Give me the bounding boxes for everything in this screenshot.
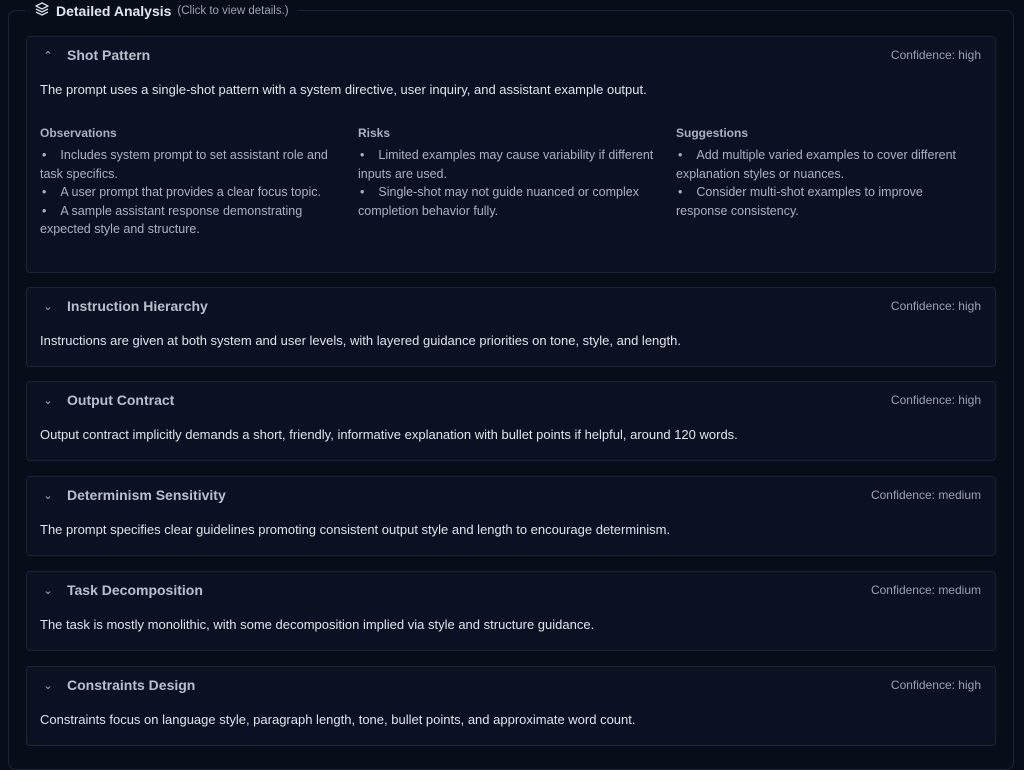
card-header[interactable]	[41, 46, 981, 64]
card-description: The task is mostly monolithic, with some decomposition implied via style and structure guidance.	[40, 617, 595, 632]
card-title: Instruction Hierarchy	[67, 298, 208, 314]
chevron-down-icon: ⌄	[43, 394, 53, 407]
card-description: The prompt uses a single-shot pattern with a system directive, user inquiry, and assistant example output.	[40, 82, 647, 97]
card-header[interactable]	[41, 581, 981, 599]
card-description: The prompt specifies clear guidelines promoting consistent output style and length to encourage determinism.	[40, 522, 671, 537]
section-hint: (Click to view details.)	[177, 5, 289, 17]
observations-column	[40, 126, 358, 239]
confidence-label: Confidence: high	[890, 678, 981, 692]
card-constraints-design	[26, 666, 996, 746]
card-header[interactable]	[41, 391, 981, 409]
chevron-down-icon: ⌄	[43, 679, 53, 692]
card-title: Output Contract	[67, 392, 175, 408]
chevron-down-icon: ⌄	[43, 489, 53, 502]
chevron-down-icon: ⌄	[43, 300, 53, 313]
list-item: • Single-shot may not guide nuanced or complex completion behavior fully.	[358, 183, 654, 220]
card-description: Instructions are given at both system and user levels, with layered guidance priorities on tone, style, and length.	[40, 333, 681, 348]
column-heading: Risks	[358, 126, 391, 140]
card-header[interactable]	[41, 676, 981, 694]
column-heading: Suggestions	[676, 126, 749, 140]
card-title: Task Decomposition	[67, 582, 203, 598]
confidence-label: Confidence: high	[890, 48, 981, 62]
confidence-label: Confidence: high	[890, 393, 981, 407]
layers-icon	[34, 1, 50, 22]
card-shot-pattern	[26, 36, 996, 273]
card-header[interactable]	[41, 486, 981, 504]
list-item: • Add multiple varied examples to cover different explanation styles or nuances.	[676, 146, 972, 183]
suggestions-column	[676, 126, 994, 239]
card-title: Determinism Sensitivity	[67, 487, 226, 503]
risks-column	[358, 126, 676, 239]
card-header[interactable]	[41, 297, 981, 315]
card-instruction-hierarchy	[26, 287, 996, 367]
card-task-decomposition	[26, 571, 996, 651]
card-description: Constraints focus on language style, paragraph length, tone, bullet points, and approximate word count.	[40, 712, 636, 727]
card-output-contract	[26, 381, 996, 461]
confidence-label: Confidence: medium	[870, 488, 981, 502]
list-item: • Includes system prompt to set assistant role and task specifics.	[40, 146, 336, 183]
chevron-up-icon: ⌃	[43, 49, 53, 62]
card-description: Output contract implicitly demands a short, friendly, informative explanation with bullet points if helpful, around 120 words.	[40, 427, 738, 442]
confidence-label: Confidence: medium	[870, 583, 981, 597]
section-title: Detailed Analysis	[56, 3, 172, 19]
chevron-down-icon: ⌄	[43, 584, 53, 597]
column-heading: Observations	[40, 126, 117, 140]
list-item: • A user prompt that provides a clear focus topic.	[40, 183, 336, 202]
card-title: Constraints Design	[67, 677, 196, 693]
list-item: • Limited examples may cause variability if different inputs are used.	[358, 146, 654, 183]
card-title: Shot Pattern	[67, 47, 151, 63]
section-header[interactable]	[26, 0, 297, 22]
card-determinism-sensitivity	[26, 476, 996, 556]
confidence-label: Confidence: high	[890, 299, 981, 313]
list-item: • A sample assistant response demonstrating expected style and structure.	[40, 202, 336, 239]
list-item: • Consider multi-shot examples to improve response consistency.	[676, 183, 972, 220]
